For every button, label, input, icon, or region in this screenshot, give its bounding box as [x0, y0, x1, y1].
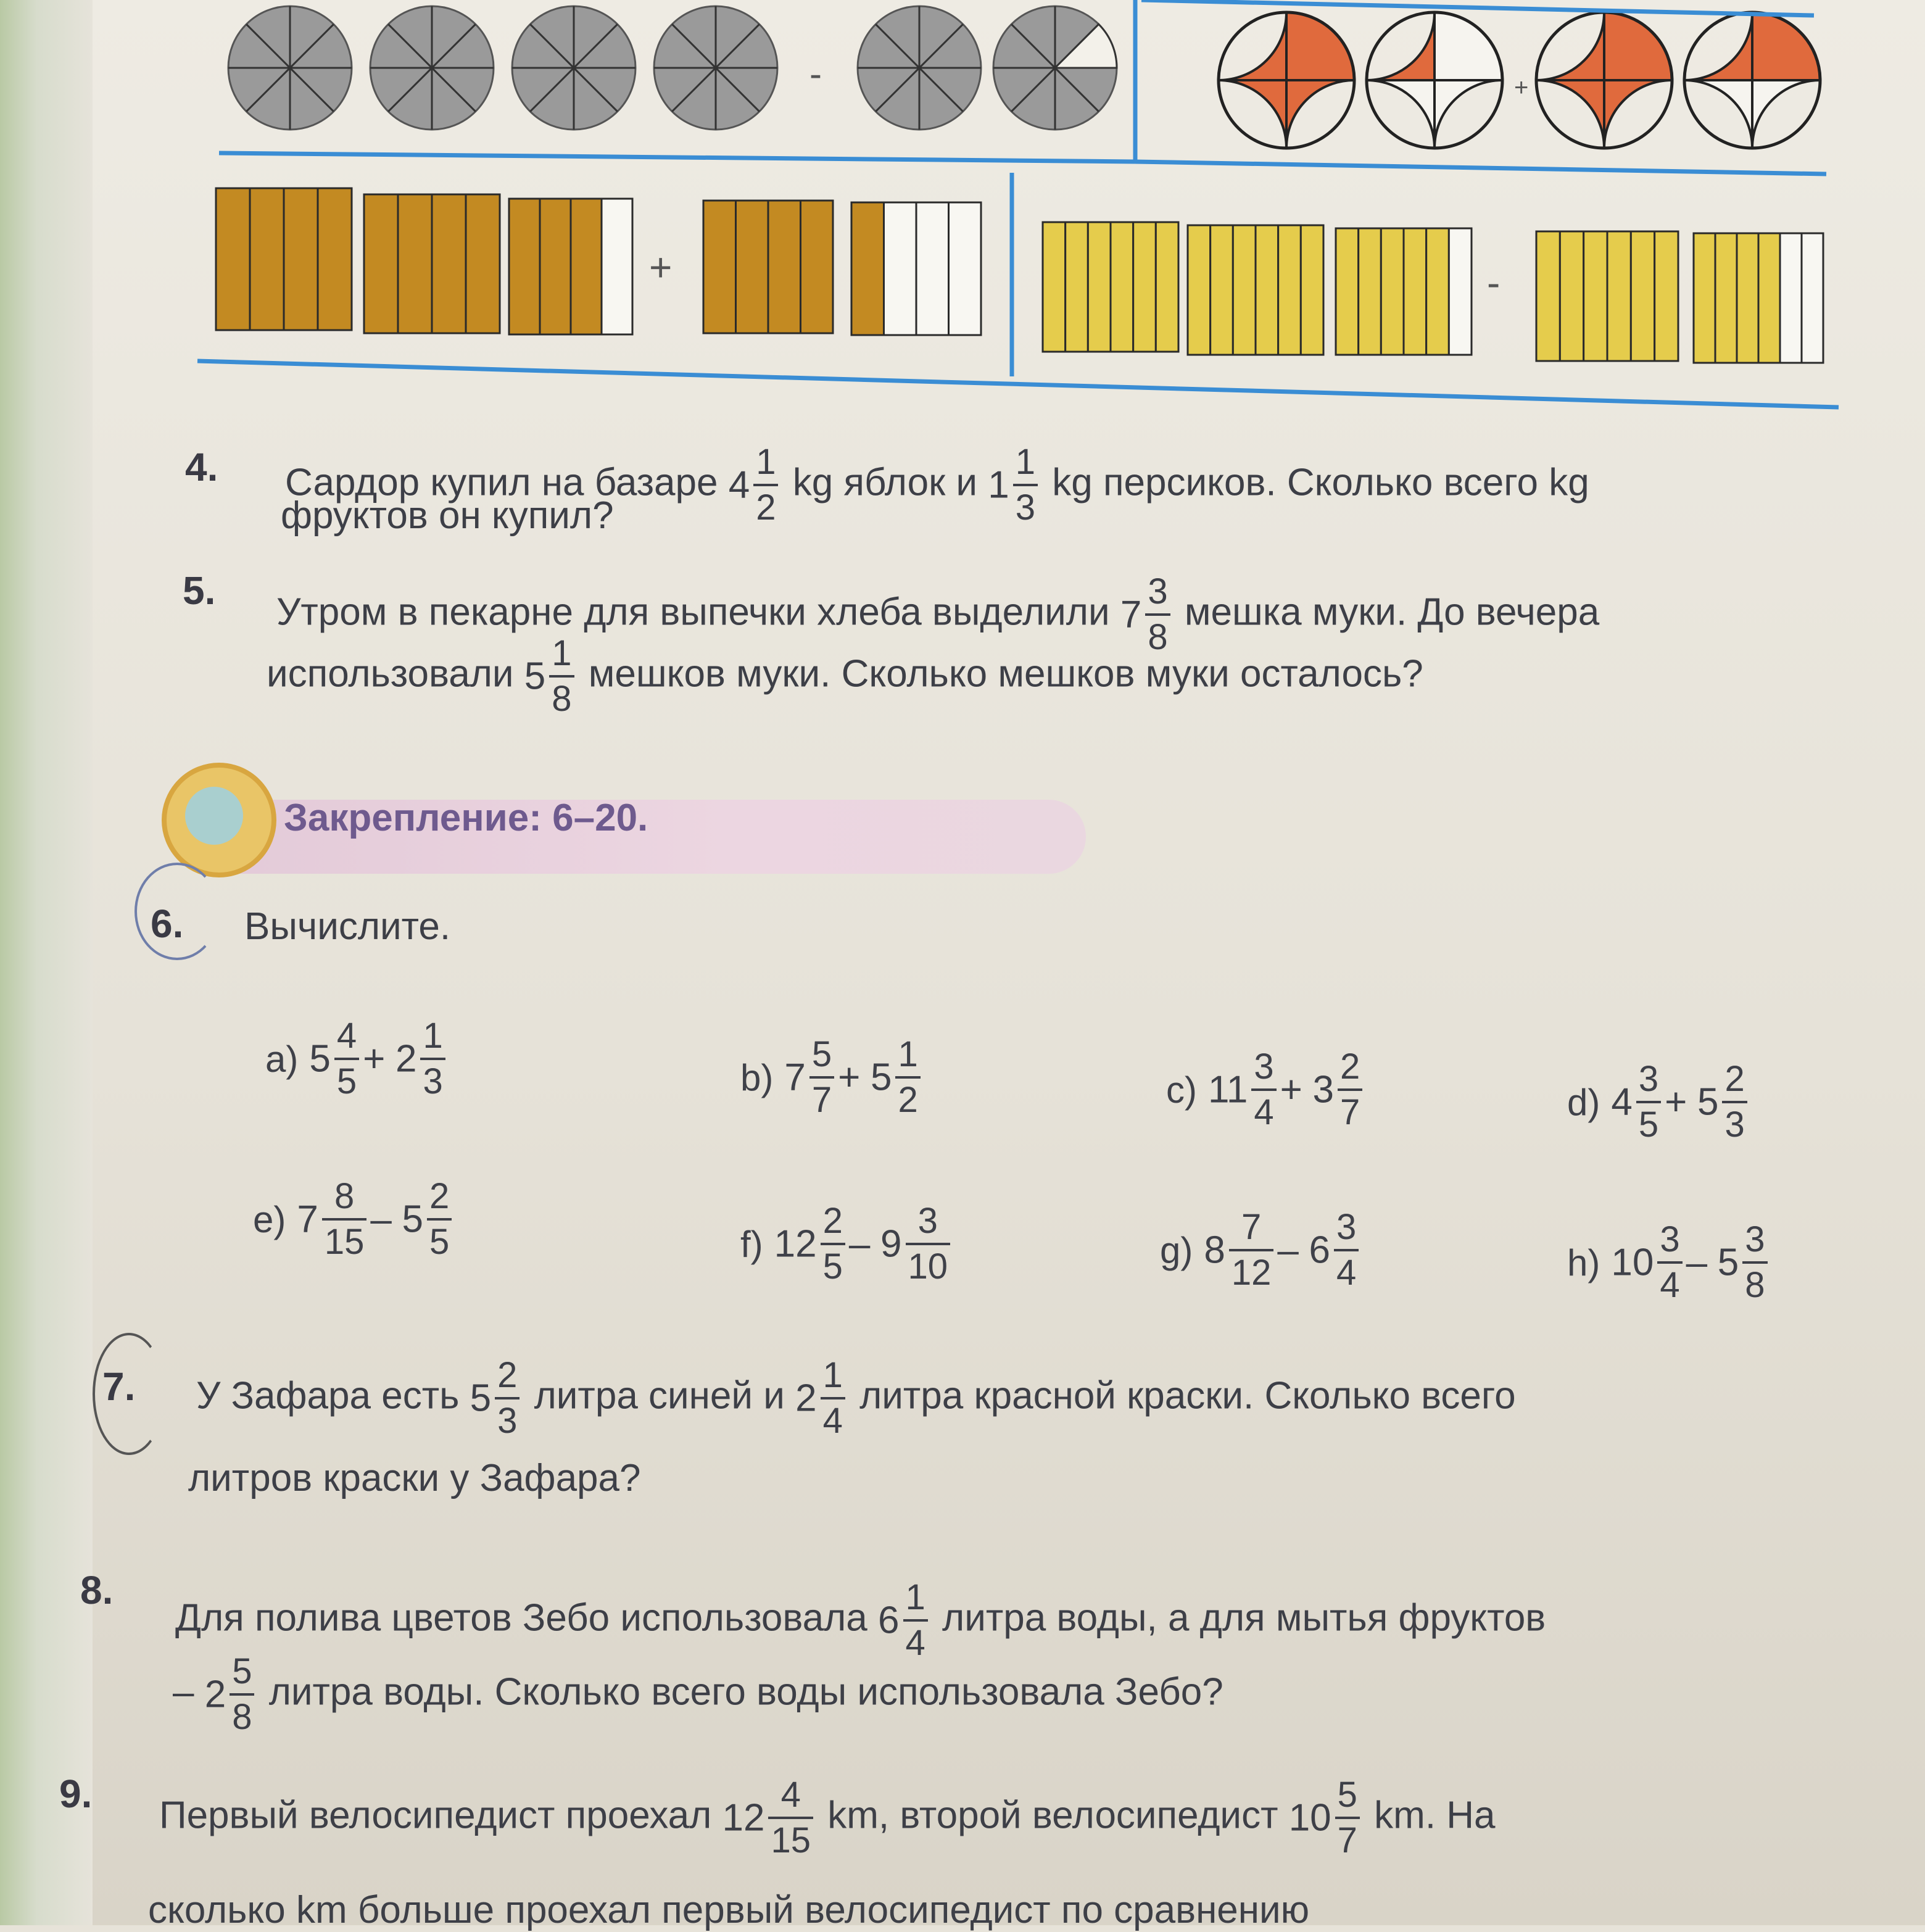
bar-segment [768, 201, 801, 333]
bar-segment [1655, 231, 1678, 361]
exercise-d [1567, 1061, 1751, 1143]
exercise-label: a) [265, 1038, 299, 1080]
mixed-whole: 8 [1204, 1229, 1225, 1272]
problem-8-text: литра воды. Сколько всего воды использовала Зебо? [268, 1670, 1223, 1714]
bar-segment [284, 188, 318, 330]
operator: – [1686, 1241, 1708, 1284]
bar-segment [1560, 231, 1583, 361]
operator: – [370, 1198, 392, 1241]
denominator: 2 [898, 1080, 918, 1120]
bar-segment [250, 188, 284, 330]
bar-segment [1404, 228, 1426, 355]
bar-segment [1631, 231, 1654, 361]
numerator: 3 [1742, 1222, 1767, 1264]
exercise-label: g) [1160, 1229, 1193, 1271]
mixed-whole: 5 [1697, 1080, 1719, 1124]
denominator: 15 [324, 1222, 365, 1262]
bar-segment [884, 202, 917, 335]
bar-segment [1426, 228, 1449, 355]
fraction [768, 1777, 813, 1859]
mixed-whole: 4 [728, 463, 750, 507]
fraction [495, 1355, 520, 1441]
problem-4-text: Сардор купил на базаре [285, 461, 718, 504]
bar-segment [540, 199, 571, 334]
fraction [1338, 1049, 1362, 1130]
problem-7-text: литра синей и [534, 1374, 785, 1417]
exercise-label: h) [1567, 1242, 1600, 1283]
bar-segment [801, 201, 834, 333]
fraction [906, 1203, 951, 1285]
numerator: 2 [495, 1358, 520, 1399]
denominator: 2 [756, 487, 776, 528]
blue-divider [1135, 162, 1826, 174]
gray-fraction-circles [228, 6, 1117, 130]
exercise-f [740, 1203, 954, 1285]
bar-segment [1233, 225, 1256, 355]
fraction [1335, 1777, 1360, 1859]
blue-divider [197, 361, 1839, 407]
numerator: 3 [906, 1203, 951, 1245]
bar-segment [1278, 225, 1301, 355]
fraction [420, 1018, 445, 1100]
problem-5-line2 [267, 633, 1423, 719]
mixed-whole: 6 [878, 1599, 900, 1642]
fraction [1636, 1061, 1661, 1143]
bar-segment [1066, 222, 1088, 352]
bar-segment [1359, 228, 1381, 355]
numerator: 1 [903, 1580, 928, 1622]
mixed-whole: 10 [1288, 1796, 1331, 1839]
operator: – [1277, 1229, 1299, 1272]
numerator: 8 [322, 1179, 367, 1221]
mixed-whole: 6 [1309, 1229, 1330, 1272]
operator: + [363, 1037, 386, 1080]
bar-segment [1336, 228, 1359, 355]
mixed-whole: 1 [988, 463, 1009, 507]
mixed-whole: 3 [1312, 1068, 1334, 1111]
numerator: 5 [230, 1654, 254, 1696]
mixed-whole: 2 [795, 1377, 817, 1420]
mixed-whole: 11 [1207, 1068, 1248, 1111]
problem-4-number: 4. [185, 445, 218, 489]
denominator: 3 [1724, 1105, 1745, 1145]
bar-segment [1111, 222, 1133, 352]
dash: – [173, 1670, 194, 1714]
plus-sign: + [1514, 74, 1529, 101]
mixed-whole: 5 [1717, 1241, 1739, 1284]
exercise-b [740, 1034, 924, 1120]
mixed-whole: 2 [395, 1037, 417, 1080]
bar-segment [1156, 222, 1178, 352]
numerator: 3 [1636, 1061, 1661, 1103]
bar-segment [1715, 233, 1737, 363]
problem-8-text: литра воды, а для мытья фруктов [942, 1596, 1546, 1640]
mixed-whole: 5 [309, 1037, 331, 1080]
problem-9-text: Первый велосипедист проехал [159, 1794, 712, 1837]
problem-9-number: 9. [59, 1772, 93, 1816]
exercise-label: d) [1567, 1081, 1600, 1123]
numerator: 1 [821, 1358, 845, 1399]
problem-9-text: km, второй велосипедист [827, 1794, 1278, 1837]
exercise-label: c) [1166, 1069, 1197, 1111]
mixed-whole: 5 [524, 655, 546, 698]
denominator: 4 [822, 1401, 843, 1441]
fraction [1742, 1219, 1767, 1305]
operator: + [838, 1056, 861, 1099]
bar-segment [916, 202, 949, 335]
section-title: Закрепление: 6–20. [284, 797, 648, 839]
problem-6-number: 6. [151, 902, 184, 946]
problem-9-line2: сколько km больше проехал первый велосипедист по сравнению [148, 1889, 1310, 1931]
fraction [809, 1034, 834, 1120]
numerator: 2 [821, 1203, 845, 1245]
denominator: 5 [1638, 1105, 1659, 1145]
problem-4-line2: фруктов он купил? [281, 494, 614, 537]
bar-segment [1211, 225, 1233, 355]
mixed-whole: 2 [204, 1673, 226, 1716]
exercise-label: b) [740, 1056, 774, 1098]
mixed-whole: 5 [470, 1377, 492, 1420]
fraction [230, 1651, 254, 1737]
fraction-bars [216, 188, 1823, 363]
bar-segment [318, 188, 352, 330]
problem-7-number: 7. [102, 1364, 136, 1409]
bar-segment [1188, 225, 1211, 355]
fraction [1657, 1219, 1682, 1305]
fraction-illustrations [0, 0, 1925, 432]
denominator: 10 [908, 1246, 948, 1287]
problem-4-text: kg яблок и [792, 461, 978, 504]
fraction [821, 1355, 845, 1441]
denominator: 7 [1340, 1092, 1360, 1132]
denominator: 3 [497, 1401, 518, 1441]
fraction [1013, 444, 1038, 526]
denominator: 4 [1660, 1265, 1680, 1305]
numerator: 7 [1229, 1209, 1274, 1251]
mixed-whole: 10 [1611, 1241, 1654, 1284]
denominator: 3 [423, 1061, 443, 1101]
numerator: 1 [753, 444, 778, 486]
operator: – [848, 1222, 871, 1266]
fraction [821, 1203, 845, 1285]
problem-7-line2: литров краски у Зафара? [188, 1457, 641, 1499]
denominator: 8 [552, 679, 572, 719]
minus-sign: - [809, 53, 822, 94]
numerator: 1 [420, 1018, 445, 1060]
bar-segment [703, 201, 736, 333]
numerator: 3 [1657, 1222, 1682, 1264]
bar-segment [949, 202, 982, 335]
numerator: 1 [549, 636, 574, 678]
bar-segment [1607, 231, 1631, 361]
bar-segment [1133, 222, 1156, 352]
numerator: 4 [334, 1018, 359, 1060]
exercise-label: e) [253, 1198, 286, 1240]
fraction [334, 1018, 359, 1100]
mixed-whole: 12 [774, 1222, 817, 1266]
problem-7-text: литра красной краски. Сколько всего [859, 1374, 1516, 1417]
denominator: 4 [905, 1623, 925, 1663]
problem-5-text: Утром в пекарне для выпечки хлеба выделили [276, 591, 1110, 634]
bar-segment [1381, 228, 1404, 355]
denominator: 4 [1254, 1092, 1274, 1132]
numerator: 2 [1338, 1049, 1362, 1091]
bar-segment [1449, 228, 1472, 355]
operator: + [1665, 1080, 1687, 1124]
bar-segment [364, 194, 398, 333]
blue-divider [219, 153, 1135, 162]
bar-segment [509, 199, 540, 334]
denominator: 3 [1015, 487, 1036, 528]
problem-7-line1 [196, 1355, 1516, 1441]
bar-segment [1737, 233, 1758, 363]
numerator: 1 [1013, 444, 1038, 486]
problem-8-number: 8. [80, 1568, 114, 1612]
bar-segment [1780, 233, 1802, 363]
numerator: 5 [809, 1037, 834, 1079]
mixed-whole: 7 [784, 1056, 806, 1099]
problem-8-line1 [175, 1577, 1546, 1663]
bar-segment [432, 194, 466, 333]
numerator: 1 [895, 1037, 920, 1079]
mixed-whole: 12 [722, 1796, 765, 1839]
numerator: 3 [1145, 574, 1170, 616]
exercise-a [265, 1018, 449, 1100]
mixed-whole: 7 [297, 1198, 318, 1241]
mixed-whole: 9 [880, 1222, 902, 1266]
bar-segment [1694, 233, 1715, 363]
bar-segment [602, 199, 632, 334]
bar-segment [1536, 231, 1560, 361]
denominator: 5 [336, 1061, 357, 1101]
bar-segment [736, 201, 769, 333]
problem-5-text: мешка муки. До вечера [1184, 591, 1600, 634]
fraction [1722, 1061, 1747, 1143]
problem-5-number: 5. [183, 568, 216, 613]
denominator: 4 [1336, 1253, 1357, 1293]
numerator: 2 [427, 1179, 452, 1221]
bar-segment [1584, 231, 1607, 361]
numerator: 2 [1722, 1061, 1747, 1103]
denominator: 15 [771, 1820, 811, 1860]
problem-5-text: использовали [267, 652, 514, 695]
fraction [1334, 1209, 1359, 1291]
bar-segment [216, 188, 250, 330]
problem-7-text: У Зафара есть [196, 1374, 460, 1417]
bar-segment [1043, 222, 1066, 352]
minus-sign: - [1487, 260, 1501, 305]
numerator: 4 [768, 1777, 813, 1819]
numerator: 3 [1251, 1049, 1276, 1091]
bar-segment [1802, 233, 1823, 363]
denominator: 5 [429, 1222, 450, 1262]
problem-6-title: Вычислите. [244, 905, 451, 948]
bar-segment [1301, 225, 1323, 355]
denominator: 7 [811, 1080, 832, 1120]
bar-segment [1758, 233, 1780, 363]
blue-divider [1141, 0, 1814, 15]
denominator: 8 [1148, 617, 1168, 657]
fraction [903, 1577, 928, 1663]
operator: + [1280, 1068, 1302, 1111]
fraction [1229, 1209, 1274, 1291]
fraction [322, 1176, 367, 1262]
bar-segment [1256, 225, 1278, 355]
problem-5-text: мешков муки. Сколько мешков муки осталось? [588, 652, 1423, 695]
problem-8-text: Для полива цветов Зебо использовала [175, 1596, 867, 1640]
mixed-whole: 4 [1611, 1080, 1633, 1124]
fraction [753, 444, 778, 526]
bar-segment [1088, 222, 1111, 352]
fraction [427, 1176, 452, 1262]
bar-segment [571, 199, 602, 334]
bar-segment [466, 194, 500, 333]
problem-4-text: kg персиков. Сколько всего kg [1052, 461, 1589, 504]
denominator: 7 [1337, 1820, 1357, 1860]
exercise-c [1166, 1049, 1366, 1130]
problem-9-line1 [159, 1777, 1496, 1859]
exercise-e [253, 1176, 455, 1262]
denominator: 8 [1745, 1265, 1765, 1305]
brain-icon [185, 787, 243, 845]
fraction [895, 1034, 920, 1120]
exercise-label: f) [740, 1223, 763, 1265]
denominator: 8 [232, 1697, 252, 1737]
bar-segment [851, 202, 884, 335]
plus-sign: + [649, 245, 673, 289]
numerator: 5 [1335, 1777, 1360, 1819]
bar-segment [398, 194, 432, 333]
fraction [1251, 1049, 1276, 1130]
mixed-whole: 5 [402, 1198, 423, 1241]
problem-8-line2 [173, 1651, 1223, 1737]
problem-9-text: km. На [1374, 1794, 1496, 1837]
numerator: 3 [1334, 1209, 1359, 1251]
denominator: 5 [822, 1246, 843, 1287]
exercise-h [1567, 1219, 1771, 1305]
exercise-g [1160, 1209, 1362, 1291]
denominator: 12 [1231, 1253, 1272, 1293]
mixed-whole: 5 [871, 1056, 892, 1099]
mixed-whole: 7 [1120, 593, 1142, 636]
fraction [549, 633, 574, 719]
